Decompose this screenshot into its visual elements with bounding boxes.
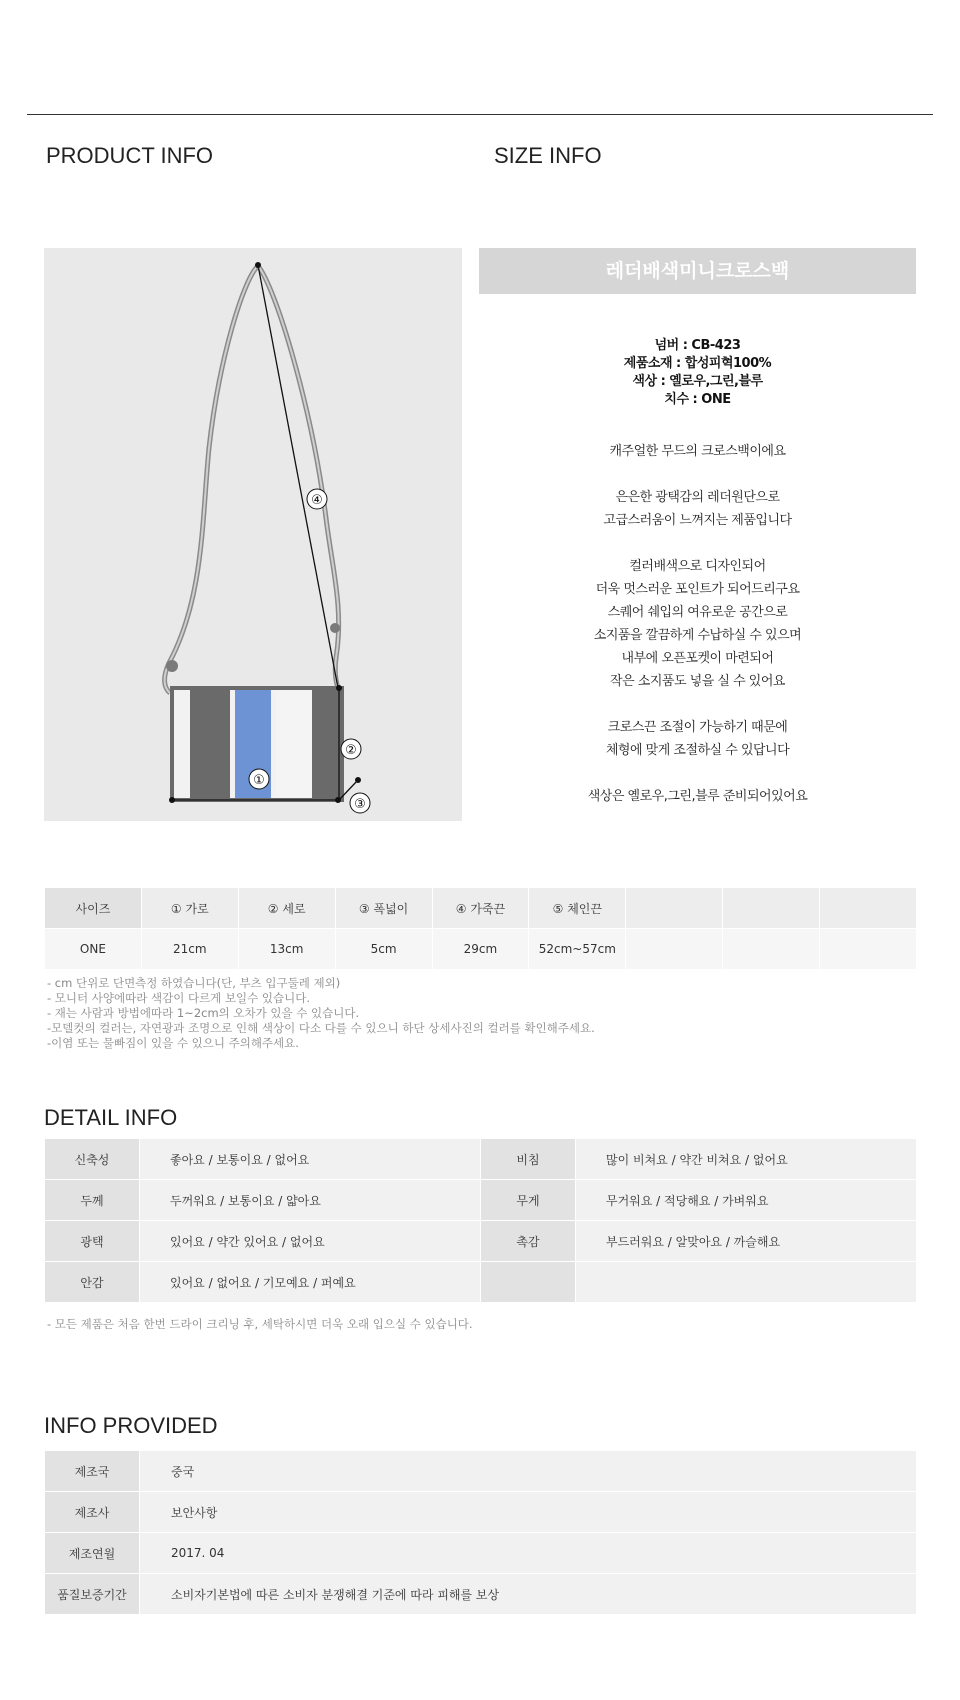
care-note: - 모든 제품은 처음 한번 드라이 크리닝 후, 세탁하시면 더욱 오래 입으실 수 있습니다. bbox=[47, 1317, 473, 1331]
detail-label: 촉감 bbox=[481, 1221, 576, 1262]
product-image bbox=[44, 248, 462, 821]
spec-item: 넘버 : CB-423 bbox=[654, 338, 741, 353]
size-header-cell bbox=[626, 888, 723, 929]
size-header-cell bbox=[820, 888, 917, 929]
detail-label: 광택 bbox=[45, 1221, 140, 1262]
detail-label: 안감 bbox=[45, 1262, 140, 1303]
detail-info-heading: DETAIL INFO bbox=[44, 1105, 178, 1130]
size-table bbox=[44, 887, 917, 970]
size-note: -이염 또는 물빠짐이 있을 수 있으니 주의해주세요. bbox=[47, 1036, 299, 1050]
detail-value: 있어요 / 없어요 / 기모예요 / 퍼예요 bbox=[140, 1262, 481, 1303]
description-line: 크로스끈 조절이 가능하기 때문에 bbox=[607, 720, 788, 735]
detail-value: 무거워요 / 적당해요 / 가벼워요 bbox=[576, 1180, 917, 1221]
info-label: 제조사 bbox=[45, 1492, 140, 1533]
size-cell: 21cm bbox=[141, 929, 238, 970]
description-line: 은은한 광택감의 레더원단으로 bbox=[615, 490, 780, 505]
product-description bbox=[479, 440, 916, 808]
detail-value: 있어요 / 약간 있어요 / 없어요 bbox=[140, 1221, 481, 1262]
bag-illustration bbox=[44, 248, 462, 821]
spec-item: 제품소재 : 합성피혁100% bbox=[623, 356, 772, 371]
size-header-cell: ⑤ 체인끈 bbox=[529, 888, 626, 929]
info-label: 품질보증기간 bbox=[45, 1574, 140, 1615]
product-name-banner: 레더배색미니크로스백 bbox=[479, 248, 916, 294]
description-line: 더욱 멋스러운 포인트가 되어드리구요 bbox=[595, 582, 800, 597]
info-value: 소비자기본법에 따른 소비자 분쟁해결 기준에 따라 피해를 보상 bbox=[140, 1574, 917, 1615]
detail-label: 두께 bbox=[45, 1180, 140, 1221]
detail-row bbox=[45, 1262, 917, 1303]
info-value: 중국 bbox=[140, 1451, 917, 1492]
size-cell: 5cm bbox=[335, 929, 432, 970]
svg-text:④: ④ bbox=[311, 493, 323, 508]
description-line: 작은 소지품도 넣을 실 수 있어요 bbox=[610, 674, 785, 689]
marker-2 bbox=[341, 739, 361, 759]
description-line: 색상은 옐로우,그린,블루 준비되어있어요 bbox=[587, 789, 808, 804]
size-header-cell: ① 가로 bbox=[141, 888, 238, 929]
size-note: - 모니터 사양에따라 색감이 다르게 보일수 있습니다. bbox=[47, 991, 311, 1005]
description-line: 체형에 맞게 조절하실 수 있답니다 bbox=[605, 743, 790, 758]
detail-label: 신축성 bbox=[45, 1139, 140, 1180]
size-notes bbox=[47, 976, 595, 1051]
description-line: 스퀘어 쉐입의 여유로운 공간으로 bbox=[607, 605, 788, 620]
detail-value: 좋아요 / 보통이요 / 없어요 bbox=[140, 1139, 481, 1180]
info-row bbox=[45, 1533, 917, 1574]
description-line: 캐주얼한 무드의 크로스백이에요 bbox=[609, 444, 786, 459]
size-note: - 재는 사람과 방법에따라 1~2cm의 오차가 있을 수 있습니다. bbox=[47, 1006, 360, 1020]
marker-1 bbox=[249, 769, 269, 789]
description-line: 고급스러움이 느껴지는 제품입니다 bbox=[603, 513, 792, 528]
svg-text:③: ③ bbox=[354, 797, 366, 812]
size-cell bbox=[723, 929, 820, 970]
info-value: 2017. 04 bbox=[140, 1533, 917, 1574]
size-cell: 29cm bbox=[432, 929, 529, 970]
detail-value: 두꺼워요 / 보통이요 / 얇아요 bbox=[140, 1180, 481, 1221]
size-header-cell: ② 세로 bbox=[238, 888, 335, 929]
detail-row bbox=[45, 1221, 917, 1262]
size-cell bbox=[626, 929, 723, 970]
detail-label: 무게 bbox=[481, 1180, 576, 1221]
size-header-cell bbox=[723, 888, 820, 929]
marker-3 bbox=[350, 793, 370, 813]
info-row bbox=[45, 1492, 917, 1533]
product-info-heading: PRODUCT INFO bbox=[46, 143, 214, 168]
info-row bbox=[45, 1451, 917, 1492]
spec-list bbox=[479, 337, 916, 409]
size-cell bbox=[820, 929, 917, 970]
info-provided-heading: INFO PROVIDED bbox=[44, 1413, 218, 1438]
size-header-cell: ④ 가죽끈 bbox=[432, 888, 529, 929]
size-info-heading: SIZE INFO bbox=[494, 143, 602, 168]
detail-row bbox=[45, 1139, 917, 1180]
size-note: - cm 단위로 단면측정 하였습니다(단, 부츠 입구둘레 제외) bbox=[47, 976, 341, 990]
size-cell: 13cm bbox=[238, 929, 335, 970]
info-row bbox=[45, 1574, 917, 1615]
marker-4 bbox=[307, 489, 327, 509]
detail-label bbox=[481, 1262, 576, 1303]
size-note: -모델컷의 컬러는, 자연광과 조명으로 인해 색상이 다소 다를 수 있으니 하단 상세사진의 컬러를 확인해주세요. bbox=[47, 1021, 595, 1035]
size-table-row bbox=[45, 929, 917, 970]
info-label: 제조국 bbox=[45, 1451, 140, 1492]
detail-row bbox=[45, 1180, 917, 1221]
description-line: 내부에 오픈포켓이 마련되어 bbox=[621, 651, 774, 666]
detail-label: 비침 bbox=[481, 1139, 576, 1180]
description-line: 소지품을 깔끔하게 수납하실 수 있으며 bbox=[593, 628, 802, 643]
info-label: 제조연월 bbox=[45, 1533, 140, 1574]
size-header-cell: 사이즈 bbox=[45, 888, 142, 929]
detail-table bbox=[44, 1138, 917, 1303]
spec-item: 색상 : 옐로우,그린,블루 bbox=[632, 374, 763, 389]
size-cell: 52cm~57cm bbox=[529, 929, 626, 970]
detail-value bbox=[576, 1262, 917, 1303]
size-cell: ONE bbox=[45, 929, 142, 970]
top-divider bbox=[27, 114, 933, 115]
detail-value: 부드러워요 / 알맞아요 / 까슬해요 bbox=[576, 1221, 917, 1262]
info-value: 보안사항 bbox=[140, 1492, 917, 1533]
info-provided-table bbox=[44, 1450, 917, 1615]
svg-text:②: ② bbox=[345, 743, 357, 758]
detail-value: 많이 비쳐요 / 약간 비쳐요 / 없어요 bbox=[576, 1139, 917, 1180]
size-table-header bbox=[45, 888, 917, 929]
size-header-cell: ③ 폭넓이 bbox=[335, 888, 432, 929]
description-line: 컬러배색으로 디자인되어 bbox=[629, 559, 766, 574]
svg-text:①: ① bbox=[253, 773, 265, 788]
spec-item: 치수 : ONE bbox=[664, 392, 731, 407]
